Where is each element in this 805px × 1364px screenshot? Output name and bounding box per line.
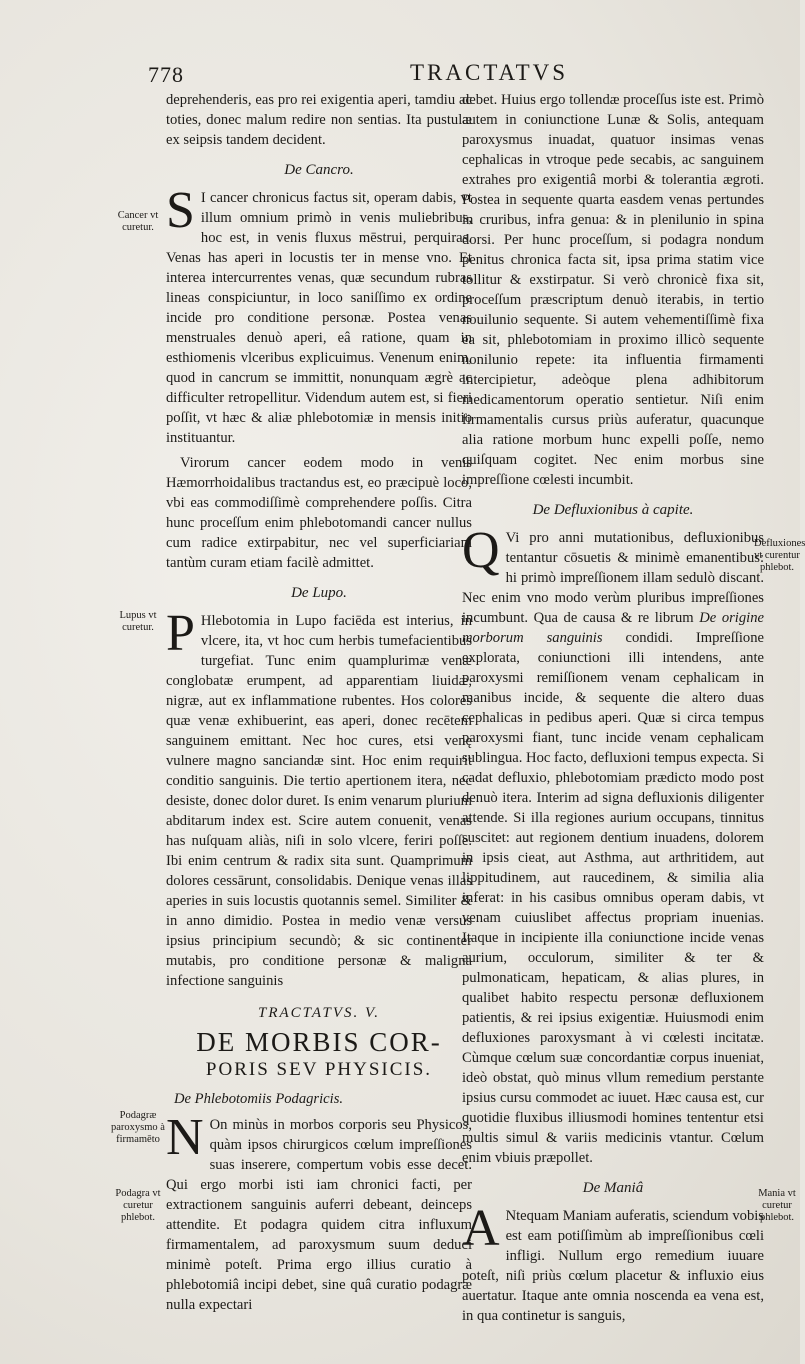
dropcap-p: P xyxy=(166,605,195,662)
lupus-text: Hlebotomia in Lupo faciēda est interius, in vlcere, ita, vt hoc cum herbis tumefacientibus turgefiat. Tunc enim quamplurimæ venæ conglobatæ erumpent, ad apparentiam liuidæ, nigræ, aut ex inflammatione rubentes. Hos colores quæ venæ exhibuerint, eas aperi, donec recētem sanguinem emittant. Nec hoc cures, etsi venę vulnere magno sanciandæ sint. Hoc enim requirit conditio sanguinis. Die tertio apertionem itera, nec desiste, donec dolor duret. Is enim venarum plurium abditarum index est. Scire autem conuenit, venas has nuſquam aliàs, niſi in solo vlcere, feriri poſſe. Ibi enim centrum & radix sita sunt. Quamprimum dolores cessārunt, consolidabis. Denique venas illas aperies in suis locustis quotannis semel. Similiter & in anno dimidio. Postea in medio venæ versus ipsius principium secundò; & sic continenter mutabis, pro conditione personæ & maligna infectione sanguinis xyxy=(166,613,472,989)
tractatus-title-line-1: DE MORBIS COR- xyxy=(196,1027,442,1057)
heading-defluxion: De Defluxionibus à capite. xyxy=(532,502,694,518)
podagra-continued-paragraph: debet. Huius ergo tollendæ proceſſus iste est. Primò autem in coniunctione Lunæ & Solis, antequam paroxysmus inuadat, quatuor insimas venas cephalicas in vtroque pede secabis, ac sanguinem extrahes pro exigentiâ morbi & tolerantia ægroti. Postea in sequente quarta easdem venas pertundes in cruribus, infra genua: & in plenilunio in spina dorsi. Per hunc proceſſum, si podagra nondum penitus chronica facta sit, ipsa prima statim vice tollitur & exstirpatur. Si verò chronicè fixa sit, proceſſum præscriptum denuò iterabis, in tertio nouilunio sequente. Si autem vehementiſſimè fixa ea sit, phlebotomiam in proximo illicò sequente nonilunio repete: ita influentia firmamenti intercipietur, adeòque plena adhibitorum medicamentorum operatio sentietur. Niſi enim firmamentalis cursus priùs auferatur, quacunque alia ratione morbum hunc expelli poſſe, nemo quiſquam cogitet. Nec enim morbus sine impreſſione cœlesti incumbit. xyxy=(462,92,764,488)
right-column xyxy=(462,90,764,1331)
dropcap-q: Q xyxy=(462,522,500,579)
dropcap-s: S xyxy=(166,182,195,239)
page-number: 778 xyxy=(148,62,184,87)
podagra-paragraph xyxy=(166,1109,472,1315)
margin-note-mania: Mania vt curetur phlebot. xyxy=(758,1188,796,1223)
lupus-paragraph xyxy=(166,605,472,991)
dropcap-n: N xyxy=(166,1109,204,1166)
margin-note-podagra-2: Podagra vt curetur phlebot. xyxy=(115,1188,161,1223)
cancer-paragraph-1 xyxy=(166,182,472,448)
margin-note-cancer: Cancer vt curetur. xyxy=(117,210,159,233)
cancer-text-1: I cancer chronicus factus sit, operam dabis, vt illum omnium primò in venis muliebribus, hoc est, in venis fluxus mēstrui, perquiras. Venas has aperi in locustis ter in mense vno. Et interea intercurrentes venas, quæ secundum rubras lineas conspiciuntur, in loco saniſſimo ex ordine incide pro conditione personæ. Postea venas menstruales denuò aperi, eâ ratione, quam in esthiomenis vlceribus explicuimus. Venenum enim, quod in cancrum se immittit, nonunquam ægrè ac difficulter retropellitur. Videndum autem est, si fieri poſſit, vt hæc & aliæ phlebotomiæ in mensis initio instituantur. xyxy=(166,190,472,446)
tractatus-label: TRACTATVS. V. xyxy=(258,1005,380,1021)
tractatus-title-line-2: PORIS SEV PHYSICIS. xyxy=(205,1059,433,1080)
margin-note-defluxion: Defluxiones vt curentur phlebot. xyxy=(754,538,805,573)
heading-cancer: De Cancro. xyxy=(284,162,354,178)
margin-note-lupus: Lupus vt curetur. xyxy=(119,610,157,633)
mania-text: Ntequam Maniam auferatis, sciendum vobis est eam potiſſimùm ab impreſſionibus cœli infligi. Nullum ergo remedium iuuare poteſt, niſi priùs cœlum placetur & influxio eius auertatur. Itaque ante omnia noscenda ea vena est, in qua continetur is sanguis, xyxy=(462,1208,764,1324)
heading-lupus: De Lupo. xyxy=(291,585,347,601)
defluxion-paragraph xyxy=(462,522,764,1168)
margin-note-podagra-1: Podagræ paroxysmo à firmamēto xyxy=(111,1110,165,1145)
defluxion-text-start: Vi pro anni mutationibus, defluxionibus tentantur cōsuetis & minimè emanentibus: hi primò impreſſionem illam sedulò discant. Nec enim vno modo verùm pluribus impreſſiones incumbunt. Qua de causa & re librum xyxy=(462,530,764,626)
mania-paragraph xyxy=(462,1200,764,1326)
running-title: TRACTATVS xyxy=(410,60,569,85)
intro-paragraph: deprehenderis, eas pro rei exigentia aperi, tamdiu ac toties, donec malum redire non sentias. Ita pustulæ ex seipsis tandem decident. xyxy=(166,92,472,148)
left-column xyxy=(166,90,472,1320)
dropcap-a: A xyxy=(462,1200,500,1257)
heading-podagra: De Phlebotomiis Podagricis. xyxy=(174,1091,344,1107)
podagra-text: On minùs in morbos corporis seu Physicos, quàm ipsos chirurgicos cœlum impreſſiones suas inserere, compertum vobis esse decet. Qui ergo morbi isti iam chronici facti, per extractionem sanguinis auferri debeant, deinceps attendite. Et podagra quidem citra influxum firmamentalem, ad paroxysmum suum deduci minimè poteſt. Prima ergo illius curatio à phlebotomiâ incipi debet, sine quâ curatio podagræ nulla expectari xyxy=(166,1117,472,1313)
cancer-paragraph-2: Virorum cancer eodem modo in venis Hæmorrhoidalibus tractandus est, eo præcipuè loco, vbi eas commodiſſimè comprehendere poſſis. Citra hunc proceſſum enim phlebotomandi cancer nullus cum radice extirpabitur, nec vel superficiariam tantùm curam etiam facilè admittet. xyxy=(166,455,472,571)
book-title-reference: De origine morborum sanguinis xyxy=(462,610,764,646)
running-header xyxy=(148,58,768,92)
heading-mania: De Maniâ xyxy=(582,1180,644,1196)
defluxion-text-end: condidi. Impreſſione explorata, coniunctioni illi intendens, ante paroxysmi remiſſionem venam cephalicam in manibus incide, & sequente die altero duas cephalicas in pedibus aperi. Quæ si circa tempus paroxysmi fiant, tunc incide venam cephalicam sublingua. Hoc facto, defluxioni tempus expecta. Si cadat defluxio, phlebotomiam prædicto modo post denuò itera. Interim ad signa defluxionis diligenter attende. Si illa regiones aurium occupans, tinnitus suscitet: aut regionem dentium inuadens, dolorem in ipsis cieat, aut Asthma, aut arthritidem, aut lippitudinem, aut raucedinem, & similia alia inferat: in his casibus omnibus operam dabis, vt venam cuiuslibet affectus propriam inuenias. Itaque in incipiente illa coniunctione incide venas aurium, occulorum, similiter & ter & pulmonaticam, hepaticam, & alias plures, in qualibet habito respectu personæ defluxionem patientis, & rei ipsius exigentiæ. Huiusmodi enim defluxiones paroxysmant à vi cœlesti incitatæ. Cùmque cœlum suæ concordantiæ corpus inueniat, ideò obstat, quò minus vllum remedium perstante ipsius cursu commodet ac iuuet. Hæc causa est, cur quotidie fluxibus illiusmodi homines tententur etsi multis simul & variis medicinis vtantur. Cœlum enim vbiuis præpollet. xyxy=(462,630,764,1166)
